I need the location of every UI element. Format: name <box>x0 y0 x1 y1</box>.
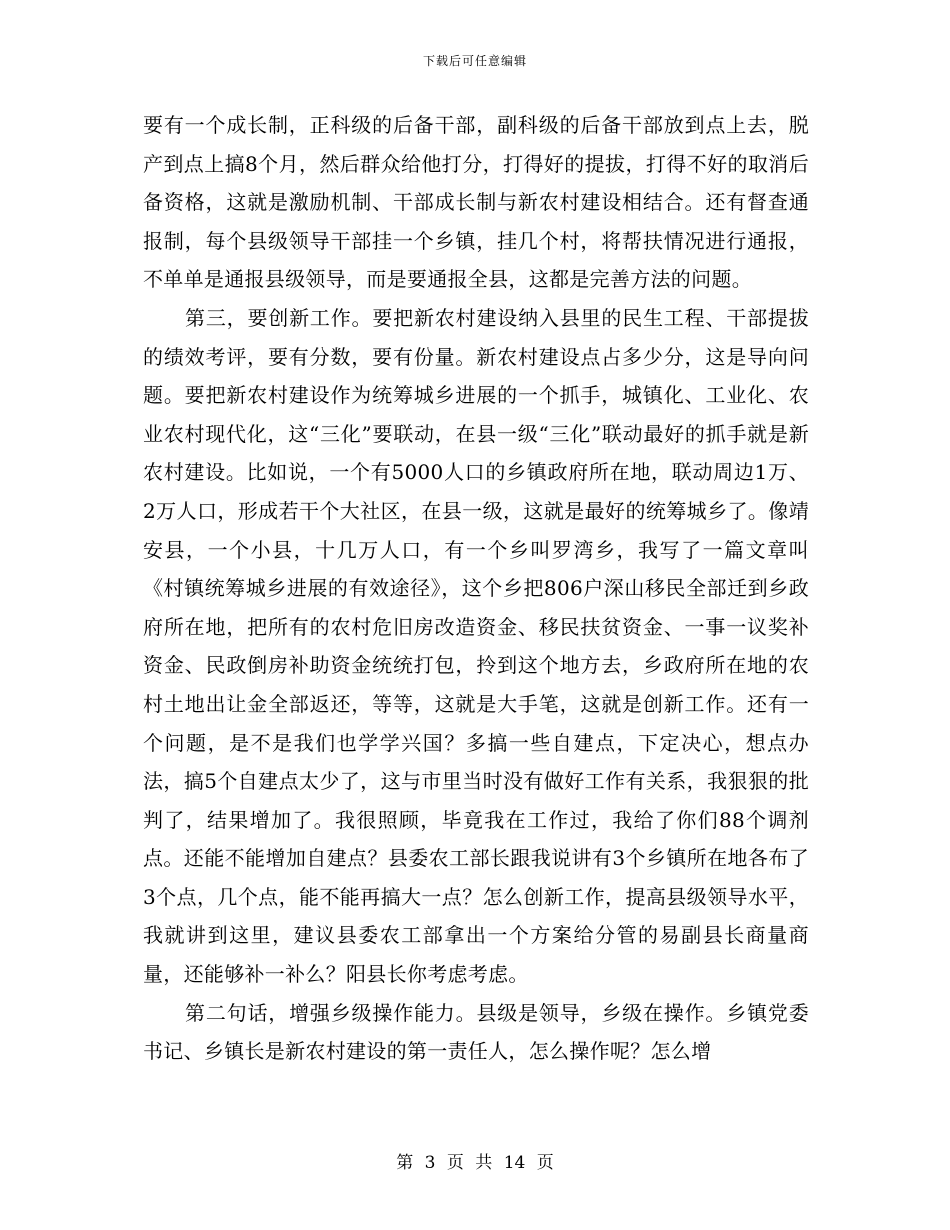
document-body <box>143 106 809 1071</box>
paragraph: 第二句话，增强乡级操作能力。县级是领导，乡级在操作。乡镇党委书记、乡镇长是新农村建设的第一责任人，怎么操作呢？怎么增 <box>143 1000 809 1064</box>
page-footer: 第 3 页 共 14 页 <box>396 1153 554 1173</box>
page-header: 下载后可任意编辑 <box>422 54 527 68</box>
paragraph: 第三，要创新工作。要把新农村建设纳入县里的民生工程、干部提拔的绩效考评，要有分数，要有份量。新农村建设点占多少分，这是导向问题。要把新农村建设作为统筹城乡进展的一个抓手，城镇化、工业化、农业农村现代化，这“三化”要联动，在县一级“三化”联动最好的抓手就是新农村建设。比如说，一个有5000人口的乡镇政府所在地，联动周边1万、2万人口，形成若干个大社区，在县一级，这就是最好的统筹城乡了。像靖安县，一个小县，十几万人口，有一个乡叫罗湾乡，我写了一篇文章叫《村镇统筹城乡进展的有效途径》，这个乡把806户深山移民全部迁到乡政府所在地，把所有的农村危旧房改造资金、移民扶贫资金、一事一议奖补资金、民政倒房补助资金统统打包，拎到这个地方去，乡政府所在地的农村土地出让金全部返还，等等，这就是大手笔，这就是创新工作。还有一个问题，是不是我们也学学兴国？多搞一些自建点，下定决心，想点办法，搞5个自建点太少了，这与市里当时没有做好工作有关系，我狠狠的批判了，结果增加了。我很照顾，毕竟我在工作过，我给了你们88个调剂点。还能不能增加自建点？县委农工部长跟我说讲有3个乡镇所在地各布了3个点，几个点，能不能再搞大一点？怎么创新工作，提高县级领导水平，我就讲到这里，建议县委农工部拿出一个方案给分管的易副县长商量商量，还能够补一补么？阳县长你考虑考虑。 <box>143 305 809 987</box>
paragraph: 要有一个成长制，正科级的后备干部，副科级的后备干部放到点上去，脱产到点上搞8个月，然后群众给他打分，打得好的提拔，打得不好的取消后备资格，这就是激励机制、干部成长制与新农村建设相结合。还有督查通报制，每个县级领导干部挂一个乡镇，挂几个村，将帮扶情况进行通报，不单单是通报县级领导，而是要通报全县，这都是完善方法的问题。 <box>143 113 809 292</box>
